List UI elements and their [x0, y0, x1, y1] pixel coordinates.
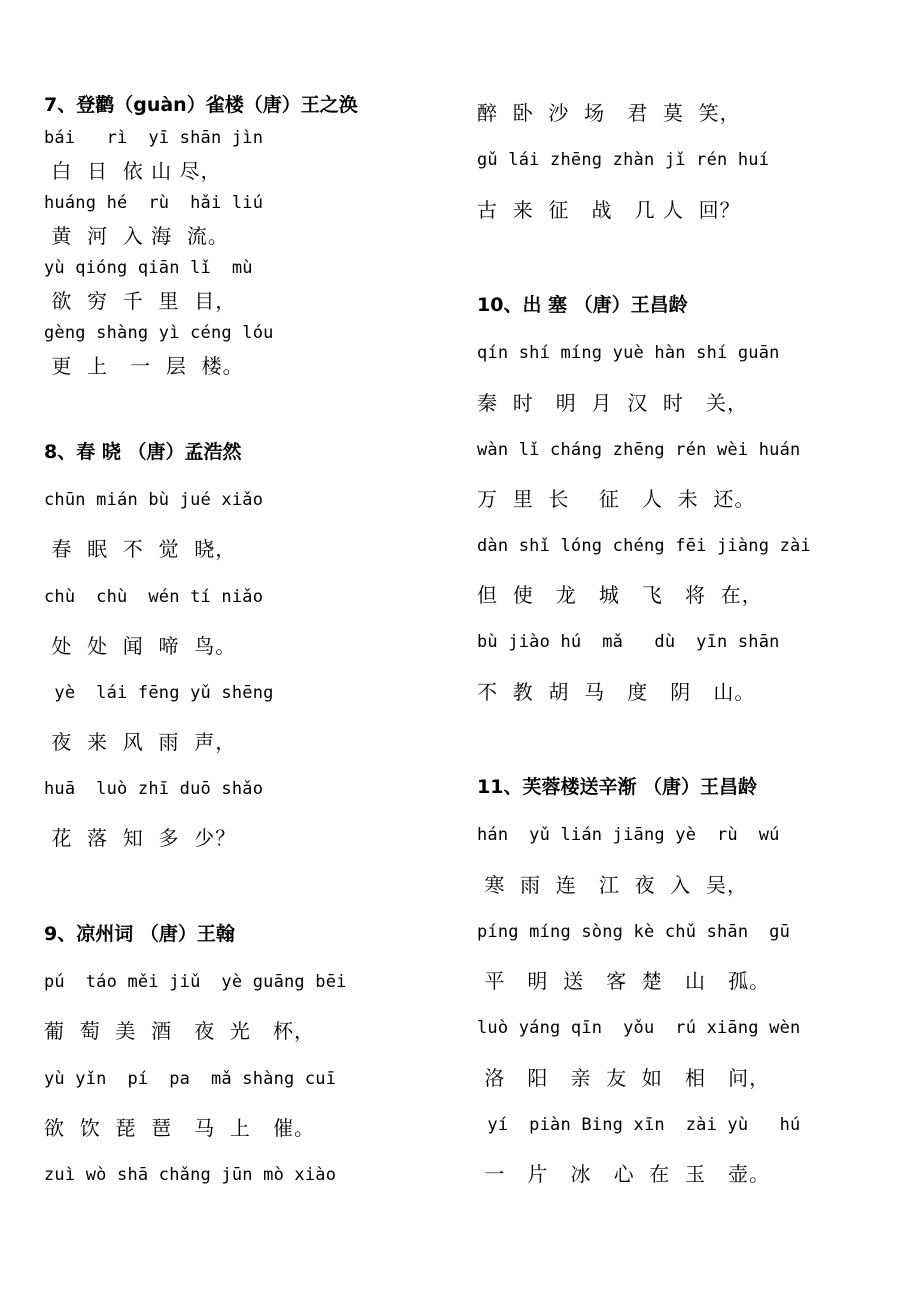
pinyin-line: gèng shàng yì céng lóu [44, 323, 274, 343]
poem-line: 平 明 送 客 楚 山 孤。 [477, 969, 771, 993]
poem-line: 葡 萄 美 酒 夜 光 杯， [44, 1019, 316, 1043]
pinyin-line: bái rì yī shān jìn [44, 128, 264, 148]
pinyin-line: huáng hé rù hǎi liú [44, 193, 264, 213]
poem-line: 夜 来 风 雨 声， [44, 730, 237, 754]
poem-line: 一 片 冰 心 在 玉 壶。 [477, 1162, 771, 1186]
poem-line: 秦 时 明 月 汉 时 关， [477, 391, 749, 415]
poem-title: 9、凉州词 （唐）王翰 [44, 923, 235, 945]
poem-line: 万 里 长 征 人 未 还。 [477, 487, 756, 511]
poem-line: 不 教 胡 马 度 阴 山。 [477, 680, 756, 704]
poem-line: 古 来 征 战 几 人 回？ [477, 198, 741, 222]
poem-line: 花 落 知 多 少？ [44, 826, 237, 850]
poem-line: 寒 雨 连 江 夜 入 吴， [477, 873, 749, 897]
poem-title: 8、春 晓 （唐）孟浩然 [44, 441, 242, 463]
pinyin-line: chūn mián bù jué xiǎo [44, 490, 264, 510]
pinyin-line: bù jiào hú mǎ dù yīn shān [477, 632, 780, 652]
poem-line: 欲 饮 琵 琶 马 上 催。 [44, 1116, 316, 1140]
pinyin-line: yí piàn Bing xīn zài yù hú [477, 1115, 801, 1135]
poem-line: 处 处 闻 啼 鸟。 [44, 634, 237, 658]
pinyin-line: yù yǐn pí pa mǎ shàng cuī [44, 1069, 337, 1089]
poem-line: 白 日 依 山 尽， [44, 159, 222, 183]
pinyin-line: qín shí míng yuè hàn shí guān [477, 343, 780, 363]
poem-title: 10、出 塞 （唐）王昌龄 [477, 294, 688, 316]
poem-line: 黄 河 入 海 流。 [44, 224, 229, 248]
poem-line: 欲 穷 千 里 目， [44, 289, 237, 313]
pinyin-line: zuì wò shā chǎng jūn mò xiào [44, 1165, 337, 1185]
pinyin-line: yè lái fēng yǔ shēng [44, 683, 274, 703]
poem-line: 更 上 一 层 楼。 [44, 354, 244, 378]
pinyin-line: pú táo měi jiǔ yè guāng bēi [44, 972, 347, 992]
poem-line: 但 使 龙 城 飞 将 在， [477, 583, 763, 607]
pinyin-line: yù qióng qiān lǐ mù [44, 258, 253, 278]
poem-line: 洛 阳 亲 友 如 相 问， [477, 1066, 771, 1090]
pinyin-line: píng míng sòng kè chǔ shān gū [477, 922, 791, 942]
poem-title: 7、登鹳（guàn）雀楼（唐）王之涣 [44, 94, 358, 116]
pinyin-line: luò yáng qīn yǒu rú xiāng wèn [477, 1018, 801, 1038]
pinyin-line: wàn lǐ cháng zhēng rén wèi huán [477, 440, 801, 460]
poem-title: 11、芙蓉楼送辛渐 （唐）王昌龄 [477, 776, 758, 798]
poem-line: 醉 卧 沙 场 君 莫 笑， [477, 101, 741, 125]
pinyin-line: chù chù wén tí niǎo [44, 587, 264, 607]
pinyin-line: gǔ lái zhēng zhàn jǐ rén huí [477, 150, 770, 170]
poem-line: 春 眠 不 觉 晓， [44, 537, 237, 561]
pinyin-line: huā luò zhī duō shǎo [44, 779, 264, 799]
pinyin-line: dàn shǐ lóng chéng fēi jiàng zài [477, 536, 811, 556]
pinyin-line: hán yǔ lián jiāng yè rù wú [477, 825, 780, 845]
